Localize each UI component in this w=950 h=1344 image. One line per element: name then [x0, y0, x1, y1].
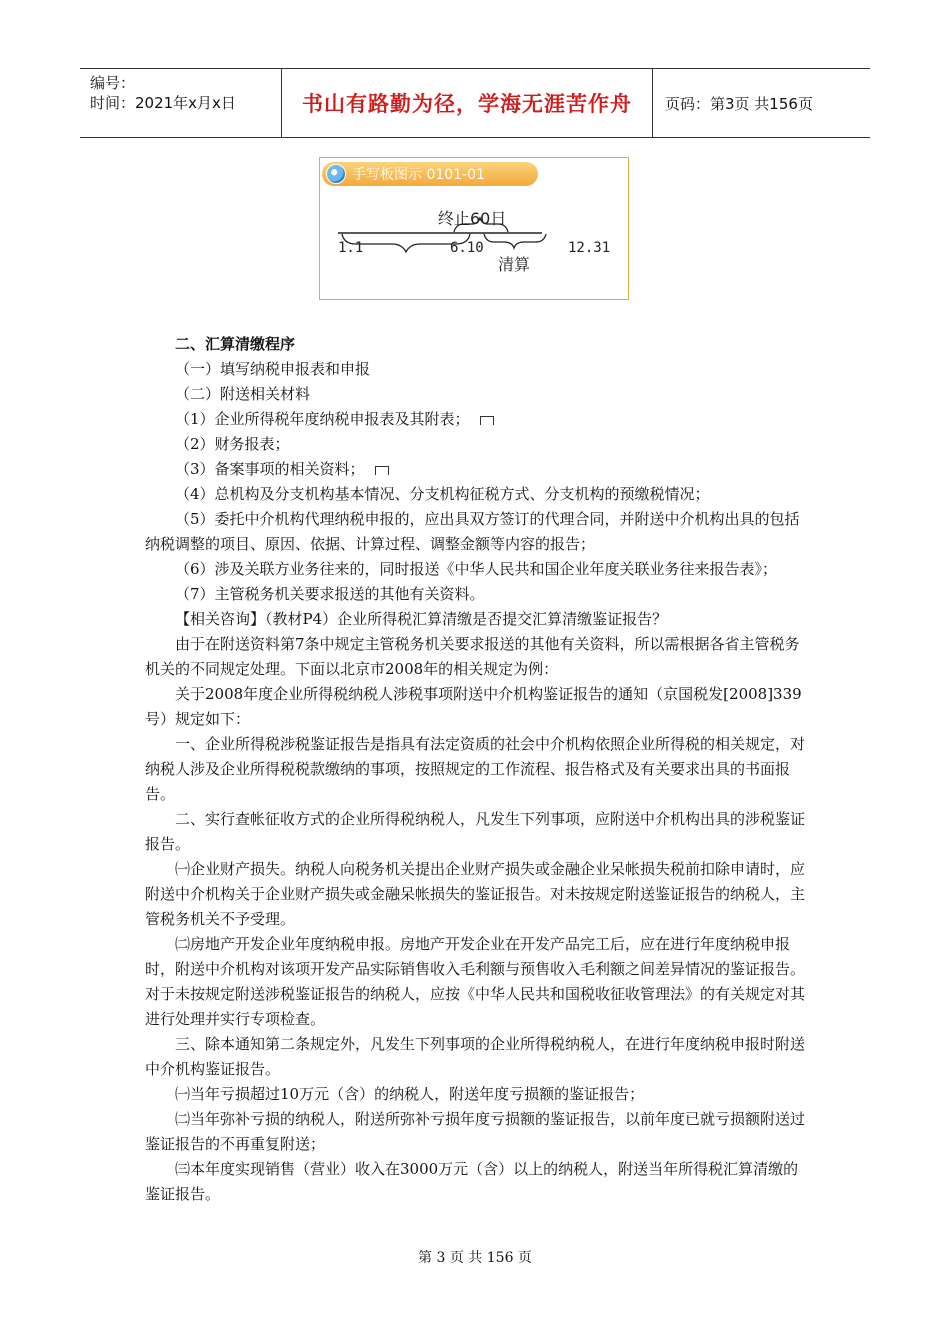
paragraph	[145, 457, 805, 482]
paragraph: 【相关咨询】（教材P4）企业所得税汇算清缴是否提交汇算清缴鉴证报告？	[175, 610, 668, 628]
paragraph-text: （1）企业所得税年度纳税申报表及其附表；	[175, 410, 470, 428]
paragraph: ㈢本年度实现销售（营业）收入在3000万元（含）以上的纳税人，附送当年所得税汇算清缴的鉴证报告。	[145, 1160, 799, 1203]
label-end: 12.31	[568, 240, 611, 256]
paragraph: （7）主管税务机关要求报送的其他有关资料。	[175, 585, 485, 603]
paragraph: ㈠企业财产损失。纳税人向税务机关提出企业财产损失或金融企业呆帐损失税前扣除申请时，应附送中介机构关于企业财产损失或金融呆帐损失的鉴证报告。对未按规定附送鉴证报告的纳税人，主管税务机关不予受理。	[145, 860, 806, 928]
motto: 书山有路勤为径，学海无涯苦作舟	[302, 92, 632, 116]
handwriting-figure	[319, 157, 629, 300]
label-start: 1.1	[338, 240, 364, 256]
section-title: 二、汇算清缴程序	[175, 335, 296, 353]
pen-badge-icon	[326, 164, 346, 184]
paragraph: 由于在附送资料第7条中规定主管税务机关要求报送的其他有关资料，所以需根据各省主管税务机关的不同规定处理。下面以北京市2008年的相关规定为例：	[145, 635, 800, 678]
paragraph: 三、除本通知第二条规定外，凡发生下列事项的企业所得税纳税人，在进行年度纳税申报时附送中介机构鉴证报告。	[145, 1035, 806, 1078]
paragraph: （二）附送相关材料	[175, 385, 311, 403]
figure-title: 手写板图示 0101-01	[352, 167, 485, 183]
paragraph: （4）总机构及分支机构基本情况、分支机构征税方式、分支机构的预缴税情况；	[175, 485, 710, 503]
time-label: 时间：2021年x月x日	[90, 94, 236, 112]
timeline-diagram	[320, 188, 628, 298]
page-footer: 第 3 页 共 156 页	[418, 1250, 532, 1266]
label-mid: 6.10	[450, 240, 484, 256]
label-top: 终止60日	[438, 209, 507, 228]
paragraph: 二、实行查帐征收方式的企业所得税纳税人，凡发生下列事项，应附送中介机构出具的涉税鉴证报告。	[145, 810, 806, 853]
paragraph: （2）财务报表；	[175, 435, 290, 453]
paragraph-text: （3）备案事项的相关资料；	[175, 460, 365, 478]
header-meta	[80, 69, 282, 137]
figure-tab	[322, 162, 538, 186]
header-motto-cell	[282, 69, 653, 137]
document-body	[145, 332, 805, 1207]
paragraph: 一、企业所得税涉税鉴证报告是指具有法定资质的社会中介机构依照企业所得税的相关规定，对纳税人涉及企业所得税税款缴纳的事项，按照规定的工作流程、报告格式及有关要求出具的书面报告。	[145, 735, 806, 803]
id-label: 编号：	[90, 74, 136, 92]
bracket-mark-icon	[480, 416, 494, 425]
page-info: 页码：第3页 共156页	[665, 94, 813, 113]
page-header	[80, 68, 870, 138]
paragraph: 关于2008年度企业所得税纳税人涉税事项附送中介机构鉴证报告的通知（京国税发[2008]339号）规定如下：	[145, 685, 802, 728]
paragraph: （5）委托中介机构代理纳税申报的，应出具双方签订的代理合同，并附送中介机构出具的包括纳税调整的项目、原因、依据、计算过程、调整金额等内容的报告；	[145, 510, 800, 553]
paragraph: ㈠当年亏损超过10万元（含）的纳税人，附送年度亏损额的鉴证报告；	[175, 1085, 645, 1103]
bottom-brace-right	[484, 234, 546, 248]
paragraph: ㈡当年弥补亏损的纳税人，附送所弥补亏损年度亏损额的鉴证报告，以前年度已就亏损额附送过鉴证报告的不再重复附送；	[145, 1110, 806, 1153]
label-bottom: 清算	[498, 255, 531, 274]
paragraph: （6）涉及关联方业务往来的，同时报送《中华人民共和国企业年度关联业务往来报告表》；	[175, 560, 778, 578]
paragraph: （一）填写纳税申报表和申报	[175, 360, 371, 378]
paragraph: ㈡房地产开发企业年度纳税申报。房地产开发企业在开发产品完工后，应在进行年度纳税申报时，附送中介机构对该项开发产品实际销售收入毛利额与预售收入毛利额之间差异情况的鉴证报告。对于未按规定附送涉税鉴证报告的纳税人，应按《中华人民共和国税收征收管理法》的有关规定对其进行处理并实行专项检查。	[145, 935, 806, 1028]
bracket-mark-icon	[375, 466, 389, 475]
paragraph	[145, 407, 805, 432]
